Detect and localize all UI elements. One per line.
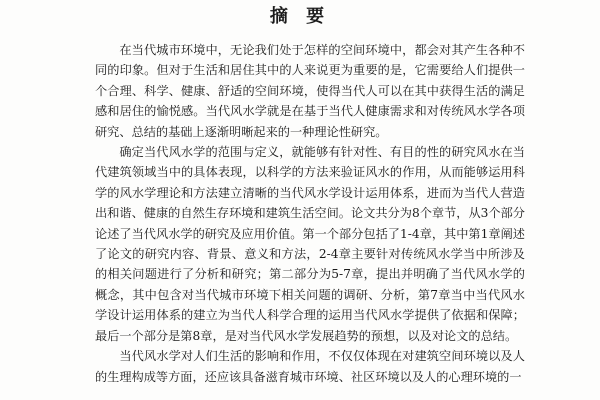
paragraph-2: 确定当代风水学的范围与定义，就能够有针对性、有目的性的研究风水在当代建筑领域当中的具体表现，以科学的方法来验证风水的作用，从而能够运用科学的风水学理论和方法建立清晰的当代风水学设计运用体系，进而为当代人营造出和谐、健康的自然生存环境和建筑生活空间。论文共分为8个章节，从3个部分论述了当代风水学的研究及应用价值。第一个部分包括了1-4章，其中第1章阐述了论文的研究内容、背景、意义和方法，2-4章主要针对传统风水学当中所涉及的相关问题进行了分析和研究；第二部分为5-7章，提出并明确了当代风水学的概念，其中包含对当代城市环境下相关问题的调研、分析，第7章当中当代风水学设计运用体系的建立为当代人科学合理的运用当代风水学提供了依据和保障；最后一个部分是第8章，是对当代风水学发展趋势的预想，以及对论文的总结。	[95, 145, 525, 343]
paragraph-1: 在当代城市环境中，无论我们处于怎样的空间环境中，都会对其产生各种不同的印象。但对于生活和居住其中的人来说更为重要的是，它需要给人们提供一个合理、科学、健康、舒适的空间环境，使得当代人可以在其中获得生活的满足感和居住的愉悦感。当代风水学就是在基于当代人健康需求和对传统风水学各项研究、总结的基础上逐渐明晰起来的一种理论性研究。	[95, 43, 525, 139]
page-title: 摘 要	[269, 6, 331, 27]
paragraph-3: 当代风水学对人们生活的影响和作用，不仅仅体现在对建筑空间环境以及人的生理构成等方面，还应该具备滋育城市环境、社区环境以及人的心理环境的一	[95, 349, 525, 384]
abstract-body	[95, 40, 525, 387]
